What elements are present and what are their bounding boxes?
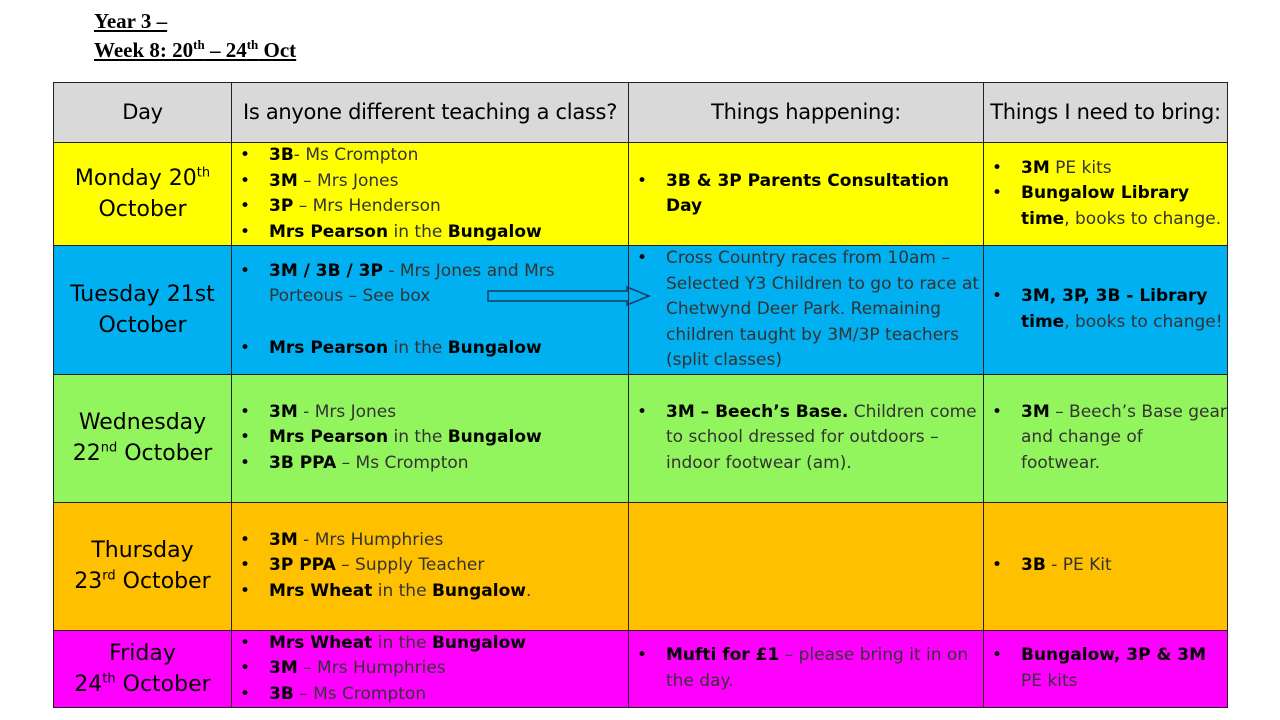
item-text: , books to change!: [1064, 311, 1223, 332]
happening-wednesday: [629, 374, 984, 502]
header-day: Day: [54, 83, 232, 143]
list-item: [269, 656, 628, 682]
item-text: Cross Country races from 10am – Selected Y3 Children to go to race at Chetwynd Deer Park. Remaining children taught by 3M/3P teachers (split classes): [666, 248, 980, 370]
row-wednesday: [54, 374, 1228, 502]
happening-monday: [629, 143, 984, 246]
list-item: [666, 643, 983, 694]
list-item: [666, 169, 983, 220]
teaching-friday: [232, 630, 629, 708]
header-teaching: Is anyone different teaching a class?: [232, 83, 629, 143]
header-row: [54, 83, 1228, 143]
page-title: [94, 7, 296, 65]
item-text: - Mrs Jones: [297, 401, 397, 422]
item-bold-text: Bungalow: [447, 221, 542, 242]
list-item: [269, 528, 628, 554]
week-timetable: [53, 82, 1228, 708]
item-bold-text: 3M – Beech’s Base.: [666, 401, 849, 422]
bullet-list: [232, 400, 628, 477]
item-text: , books to change.: [1064, 208, 1222, 229]
item-text: – Beech’s Base gear and change of footwear.: [1021, 401, 1227, 473]
item-text: – Ms Crompton: [336, 452, 469, 473]
list-item: [269, 400, 628, 426]
bring-thursday: [984, 502, 1228, 630]
item-text: Children come to school dressed for outdoors – indoor footwear (am).: [666, 401, 977, 473]
day-monday: Monday 20th October: [54, 143, 232, 246]
item-bold-text: 3M: [269, 401, 298, 422]
bullet-list: [984, 553, 1227, 579]
list-item: [269, 194, 628, 220]
bullet-list: [984, 400, 1227, 477]
bring-wednesday: [984, 374, 1228, 502]
row-thursday: [54, 502, 1228, 630]
item-text: - Mrs Humphries: [297, 529, 444, 550]
teaching-thursday: [232, 502, 629, 630]
happening-friday: [629, 630, 984, 708]
list-item: [269, 425, 628, 451]
bring-monday: [984, 143, 1228, 246]
bullet-list: [984, 284, 1227, 335]
bullet-list: [629, 400, 983, 477]
bullet-list: [232, 528, 628, 605]
day-friday: Friday 24th October: [54, 630, 232, 708]
row-friday: [54, 630, 1228, 708]
day-wednesday: Wednesday 22nd October: [54, 374, 232, 502]
item-bold-text: Mrs Pearson: [269, 427, 389, 448]
item-text: in the: [388, 337, 448, 358]
item-bold-text: 3B PPA: [269, 452, 337, 473]
item-text: PE kits: [1049, 157, 1112, 178]
item-text: – please bring it in on the day.: [666, 645, 969, 691]
bullet-list: [629, 246, 983, 374]
list-item: [1021, 553, 1227, 579]
list-item: [1021, 181, 1227, 232]
bullet-list: [232, 631, 628, 708]
bullet-list: [232, 259, 628, 362]
bullet-list: [232, 143, 628, 245]
item-text: in the: [372, 632, 432, 653]
item-bold-text: Bungalow, 3P & 3M: [1021, 645, 1206, 666]
item-text: - Mrs Jones and Mrs Porteous – See box: [269, 260, 555, 306]
item-bold-text: 3B: [269, 683, 294, 704]
list-item: [269, 143, 628, 169]
item-text: in the: [388, 221, 448, 242]
list-item: [269, 553, 628, 579]
item-bold-text: 3P PPA: [269, 555, 336, 576]
bullet-list: [984, 156, 1227, 233]
list-item: [666, 400, 983, 477]
item-text: - Ms Crompton: [293, 145, 419, 165]
list-item: [1021, 400, 1227, 477]
item-text: – Ms Crompton: [293, 683, 427, 704]
title-week: Week 8: 20th – 24th Oct: [94, 37, 297, 62]
see-box-arrow-icon: [487, 286, 652, 306]
list-item: [1021, 284, 1227, 335]
day-tuesday: Tuesday 21st October: [54, 246, 232, 375]
item-bold-text: 3M, 3P, 3B - Library time: [1021, 286, 1208, 332]
item-text: in the: [372, 580, 432, 601]
item-bold-text: Bungalow Library time: [1021, 183, 1190, 229]
item-text: .: [525, 580, 532, 601]
item-bold-text: Mrs Wheat: [269, 580, 373, 601]
header-happening: Things happening:: [629, 83, 984, 143]
item-bold-text: 3B: [269, 145, 294, 165]
header-bring: Things I need to bring:: [984, 83, 1228, 143]
bullet-list: [984, 643, 1227, 694]
list-item: [269, 579, 628, 605]
list-item: [269, 682, 628, 708]
item-bold-text: Bungalow: [447, 427, 542, 448]
item-bold-text: 3M: [1021, 157, 1050, 178]
item-text: – Supply Teacher: [335, 555, 485, 576]
happening-thursday: [629, 502, 984, 630]
list-item: [1021, 643, 1227, 694]
item-bold-text: Bungalow: [447, 337, 542, 358]
day-thursday: Thursday 23rd October: [54, 502, 232, 630]
row-tuesday: [54, 246, 1228, 375]
teaching-wednesday: [232, 374, 629, 502]
row-monday: [54, 143, 1228, 246]
list-item: [1021, 156, 1227, 182]
bullet-list: [629, 169, 983, 220]
teaching-monday: [232, 143, 629, 246]
item-bold-text: 3M / 3B / 3P: [269, 260, 383, 281]
happening-tuesday: [629, 246, 984, 375]
item-bold-text: 3B: [1021, 555, 1046, 576]
list-item: [666, 246, 983, 374]
item-bold-text: 3P: [269, 196, 294, 216]
item-bold-text: 3M: [269, 170, 298, 191]
item-text: – Mrs Humphries: [297, 658, 446, 678]
list-item: [269, 336, 628, 362]
list-item: [269, 220, 628, 246]
item-bold-text: Bungalow: [431, 632, 526, 653]
item-bold-text: Mufti for £1: [666, 645, 780, 666]
item-bold-text: Mrs Pearson: [269, 337, 389, 358]
bullet-list: [629, 643, 983, 694]
item-text: - PE Kit: [1045, 555, 1112, 576]
list-item: [269, 631, 628, 657]
item-bold-text: Mrs Pearson: [269, 221, 389, 242]
item-bold-text: Mrs Wheat: [269, 632, 373, 653]
item-text: – Mrs Jones: [297, 170, 399, 191]
list-item: [269, 169, 628, 195]
bring-tuesday: [984, 246, 1228, 375]
item-bold-text: 3M: [269, 658, 298, 678]
item-text: in the: [388, 427, 448, 448]
list-item: [269, 451, 628, 477]
item-bold-text: 3B & 3P Parents Consultation Day: [666, 170, 949, 216]
item-bold-text: Bungalow: [431, 580, 526, 601]
title-year: Year 3 –: [94, 9, 168, 33]
item-bold-text: 3M: [269, 529, 298, 550]
teaching-tuesday: [232, 246, 629, 375]
item-text: PE kits: [1021, 670, 1078, 691]
item-bold-text: 3M: [1021, 401, 1050, 422]
bring-friday: [984, 630, 1228, 708]
item-text: – Mrs Henderson: [293, 196, 441, 216]
